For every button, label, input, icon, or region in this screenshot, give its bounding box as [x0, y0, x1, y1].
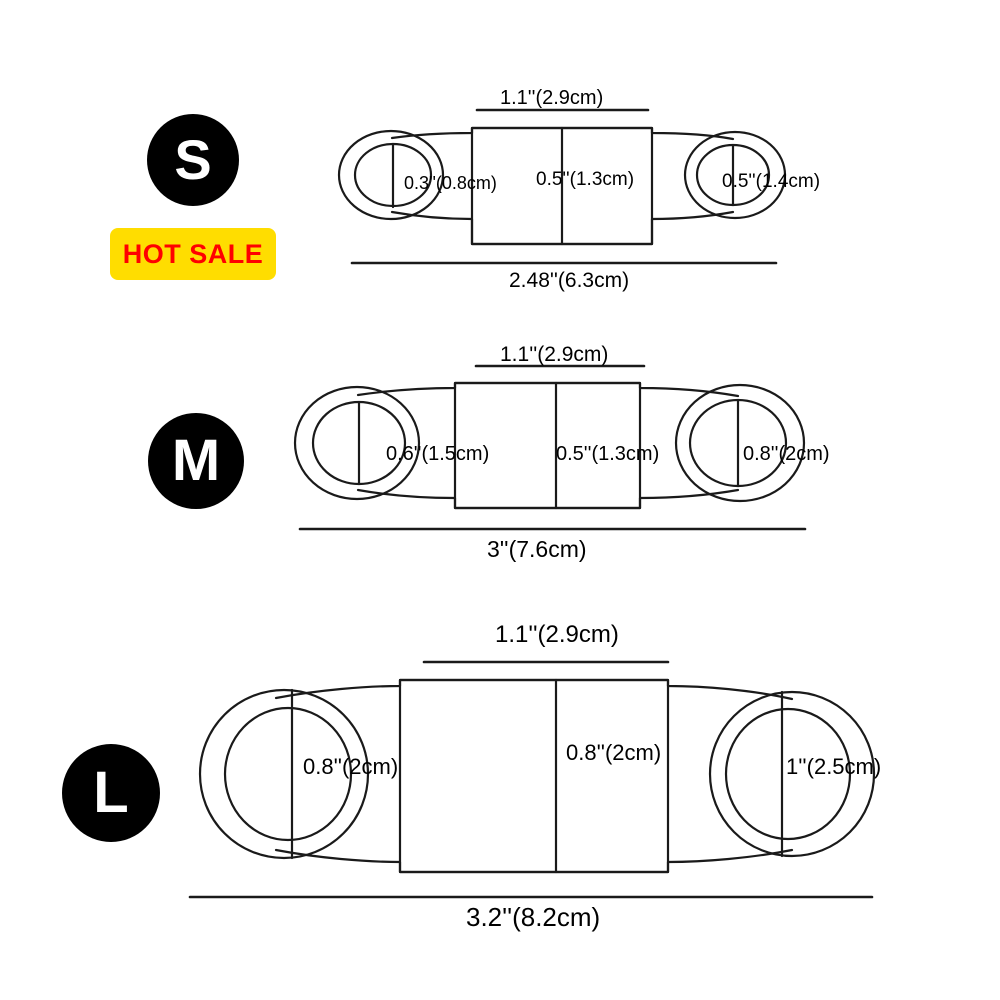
large-left-ring-label: 0.8''(2cm): [303, 754, 399, 779]
hot-sale-badge: HOT SALE: [110, 228, 276, 280]
medium-total-length-label: 3''(7.6cm): [487, 536, 587, 562]
medium-center-label: 0.5''(1.3cm): [556, 443, 660, 465]
medium-left-ring-label: 0.6''(1.5cm): [386, 443, 490, 465]
large-center-label: 0.8''(2cm): [566, 740, 662, 765]
medium-right-ring-label: 0.8''(2cm): [743, 443, 830, 465]
small-center-label: 0.5''(1.3cm): [536, 169, 635, 190]
small-left-ring-label: 0.3''(0.8cm): [404, 173, 497, 193]
diagram-medium: [295, 366, 805, 529]
large-total-length-label: 3.2''(8.2cm): [466, 902, 601, 932]
large-top-width-label: 1.1''(2.9cm): [495, 621, 619, 648]
small-top-width-label: 1.1''(2.9cm): [500, 87, 604, 109]
diagram-large: [190, 662, 874, 897]
small-total-length-label: 2.48''(6.3cm): [509, 269, 630, 292]
size-badge-s: S: [147, 114, 239, 206]
small-right-ring-label: 0.5''(1.4cm): [722, 171, 821, 192]
medium-top-width-label: 1.1''(2.9cm): [500, 343, 609, 366]
size-badge-m: M: [148, 413, 244, 509]
large-right-ring-label: 1''(2.5cm): [786, 754, 882, 779]
size-badge-l: L: [62, 744, 160, 842]
